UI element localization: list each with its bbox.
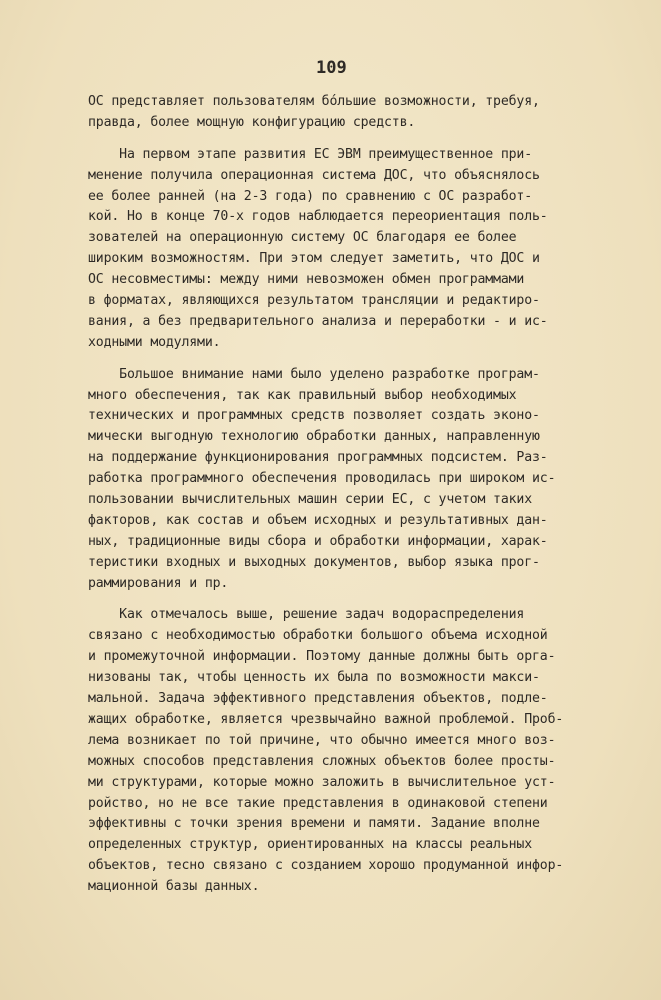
text-line: На первом этапе развития ЕС ЭВМ преимущественное при- <box>88 146 533 162</box>
text-line: вания, а без предварительного анализа и переработки - и ис- <box>88 313 548 329</box>
page-number: 109 <box>316 58 347 78</box>
text-line: менение получила операционная система ДОС, что объяснялось <box>88 167 540 183</box>
text-line: ее более ранней (на 2-3 года) по сравнению с ОС разработ- <box>88 188 533 204</box>
text-line: широким возможностям. При этом следует заметить, что ДОС и <box>88 251 540 267</box>
paragraph <box>88 365 648 595</box>
text-line: раммирования и пр. <box>88 575 229 591</box>
text-line: ройство, но не все такие представления в одинаковой степени <box>88 795 548 811</box>
text-line: много обеспечения, так как правильный выбор необходимых <box>88 387 517 403</box>
text-line: низованы так, чтобы ценность их была по возможности макси- <box>88 670 540 686</box>
text-line: ных, традиционные виды сбора и обработки информации, харак- <box>88 533 548 549</box>
text-line: технических и программных средств позволяет создать эконо- <box>88 408 540 424</box>
paragraph-spacer <box>88 594 648 605</box>
text-line: лема возникает по той причине, что обычно имеется много воз- <box>88 732 556 748</box>
text-line: и промежуточной информации. Поэтому данные должны быть орга- <box>88 649 556 665</box>
text-line: ОС несовместимы: между ними невозможен обмен программами <box>88 272 525 288</box>
paragraph <box>88 145 648 354</box>
paragraph-spacer <box>88 134 648 145</box>
text-line: пользовании вычислительных машин серии ЕС, с учетом таких <box>88 492 533 508</box>
text-line: ОС представляет пользователям бо́льшие возможности, требуя, <box>88 94 540 109</box>
text-line: мационной базы данных. <box>88 879 260 895</box>
text-line: определенных структур, ориентированных на классы реальных <box>88 837 533 853</box>
paragraph-spacer <box>88 354 648 365</box>
text-line: работка программного обеспечения проводилась при широком ис- <box>88 471 556 487</box>
text-line: Как отмечалось выше, решение задач водораспределения <box>88 607 525 623</box>
paragraph <box>88 605 648 897</box>
text-line: правда, более мощную конфигурацию средств. <box>88 114 416 130</box>
text-line: объектов, тесно связано с созданием хорошо продуманной инфор- <box>88 858 564 874</box>
text-line: мальной. Задача эффективного представления объектов, подле- <box>88 691 548 707</box>
text-line: в форматах, являющихся результатом трансляции и редактиро- <box>88 293 540 309</box>
text-line: ходными модулями. <box>88 334 221 350</box>
text-line: жащих обработке, является чрезвычайно важной проблемой. Проб- <box>88 711 564 727</box>
body-text <box>88 92 648 898</box>
text-line: на поддержание функционирования программных подсистем. Раз- <box>88 450 548 466</box>
text-line: связано с необходимостью обработки большого объема исходной <box>88 628 548 644</box>
text-line: эффективны с точки зрения времени и памяти. Задание вполне <box>88 816 540 832</box>
text-line: теристики входных и выходных документов, выбор языка прог- <box>88 554 540 570</box>
text-line: ми структурами, которые можно заложить в вычислительное уст- <box>88 774 556 790</box>
text-line: Большое внимание нами было уделено разработке програм- <box>88 366 540 382</box>
text-line: факторов, как состав и объем исходных и результативных дан- <box>88 512 548 528</box>
text-line: зователей на операционную систему ОС благодаря ее более <box>88 230 517 246</box>
text-line: можных способов представления сложных объектов более просты- <box>88 753 556 769</box>
text-line: кой. Но в конце 70-х годов наблюдается переориентация поль- <box>88 209 548 225</box>
paragraph <box>88 92 648 134</box>
text-line: мически выгодную технологию обработки данных, направленную <box>88 429 540 445</box>
